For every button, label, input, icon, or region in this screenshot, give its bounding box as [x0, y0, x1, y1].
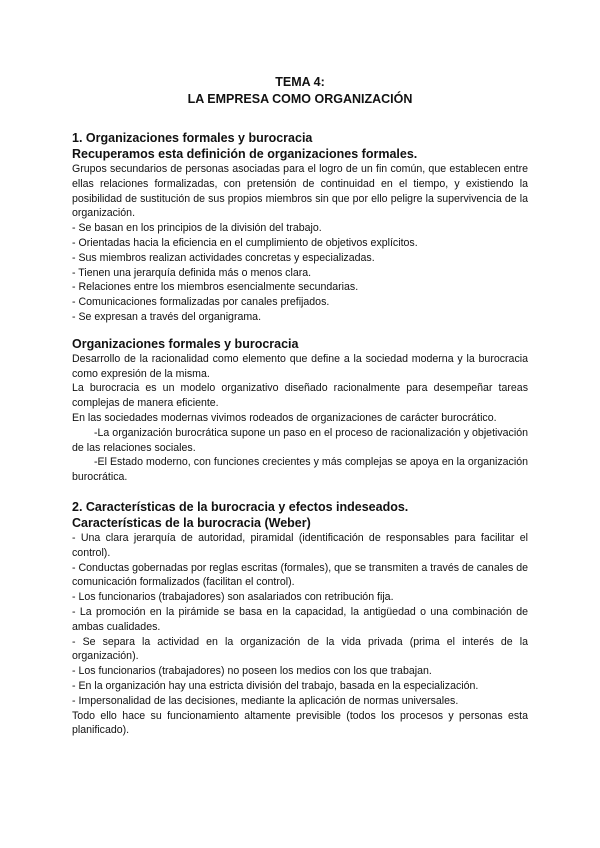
list-item: - Los funcionarios (trabajadores) no poseen los medios con los que trabajan. — [72, 665, 432, 678]
document-page — [72, 74, 528, 738]
list-item: - Se separa la actividad en la organización de la vida privada (prima el interés de la organización). — [72, 635, 528, 663]
document-title — [72, 74, 528, 108]
list-item: - Impersonalidad de las decisiones, mediante la aplicación de normas universales. — [72, 694, 459, 707]
indented-paragraph: -El Estado moderno, con funciones crecientes y más complejas se apoya en la organización burocrática. — [72, 456, 528, 484]
section-heading: 2. Características de la burocracia y efectos indeseados. — [72, 499, 409, 514]
section-heading: 1. Organizaciones formales y burocracia — [72, 131, 313, 145]
paragraph: La burocracia es un modelo organizativo diseñado racionalmente para desempeñar tareas complejas de manera eficiente. — [72, 382, 528, 410]
list-item: - Los funcionarios (trabajadores) son asalariados con retribución fija. — [72, 591, 394, 604]
list-item: - La promoción en la pirámide se basa en la capacidad, la antigüedad o una combinación de ambas cualidades. — [72, 605, 528, 633]
section-subheading: Características de la burocracia (Weber) — [72, 515, 311, 530]
list-item: - Comunicaciones formalizadas por canales prefijados. — [72, 296, 330, 309]
section-heading: Organizaciones formales y burocracia — [72, 336, 299, 351]
section-subheading: Recuperamos esta definición de organizaciones formales. — [72, 147, 418, 161]
list-item: - Una clara jerarquía de autoridad, piramidal (identificación de responsables para facilitar el control). — [72, 531, 528, 559]
list-item: - Relaciones entre los miembros esencialmente secundarias. — [72, 281, 359, 294]
title-line-1: TEMA 4: — [275, 75, 325, 89]
section-organizaciones-formales — [72, 130, 528, 325]
list-item: - Tienen una jerarquía definida más o menos clara. — [72, 266, 312, 279]
closing-paragraph: Todo ello hace su funcionamiento altamente previsible (todos los procesos y personas esta planificado). — [72, 709, 528, 737]
list-item: - Orientadas hacia la eficiencia en el cumplimiento de objetivos explícitos. — [72, 236, 418, 249]
list-item: - Se expresan a través del organigrama. — [72, 310, 262, 323]
list-item: - En la organización hay una estricta división del trabajo, basada en la especialización. — [72, 679, 479, 692]
section-caracteristicas — [72, 499, 528, 738]
indented-paragraph: -La organización burocrática supone un paso en el proceso de racionalización y objetivación de las relaciones sociales. — [72, 426, 528, 454]
paragraph: En las sociedades modernas vivimos rodeados de organizaciones de carácter burocrático. — [72, 411, 497, 424]
section-burocracia — [72, 336, 528, 485]
list-item: - Conductas gobernadas por reglas escritas (formales), que se transmiten a través de canales de comunicación formalizados (facilitan el control). — [72, 561, 528, 589]
definition-paragraph: Grupos secundarios de personas asociadas para el logro de un fin común, que establecen entre ellas relaciones formalizadas, con pretensión de continuidad en el tiempo, y existiendo la posibilidad de sustitución de sus propios miembros sin que por ello peligre la supervivencia de la organización. — [72, 163, 528, 220]
title-line-2: LA EMPRESA COMO ORGANIZACIÓN — [187, 92, 413, 106]
list-item: - Se basan en los principios de la división del trabajo. — [72, 222, 322, 235]
list-item: - Sus miembros realizan actividades concretas y especializadas. — [72, 251, 375, 264]
paragraph: Desarrollo de la racionalidad como elemento que define a la sociedad moderna y la burocracia como expresión de la misma. — [72, 352, 528, 380]
